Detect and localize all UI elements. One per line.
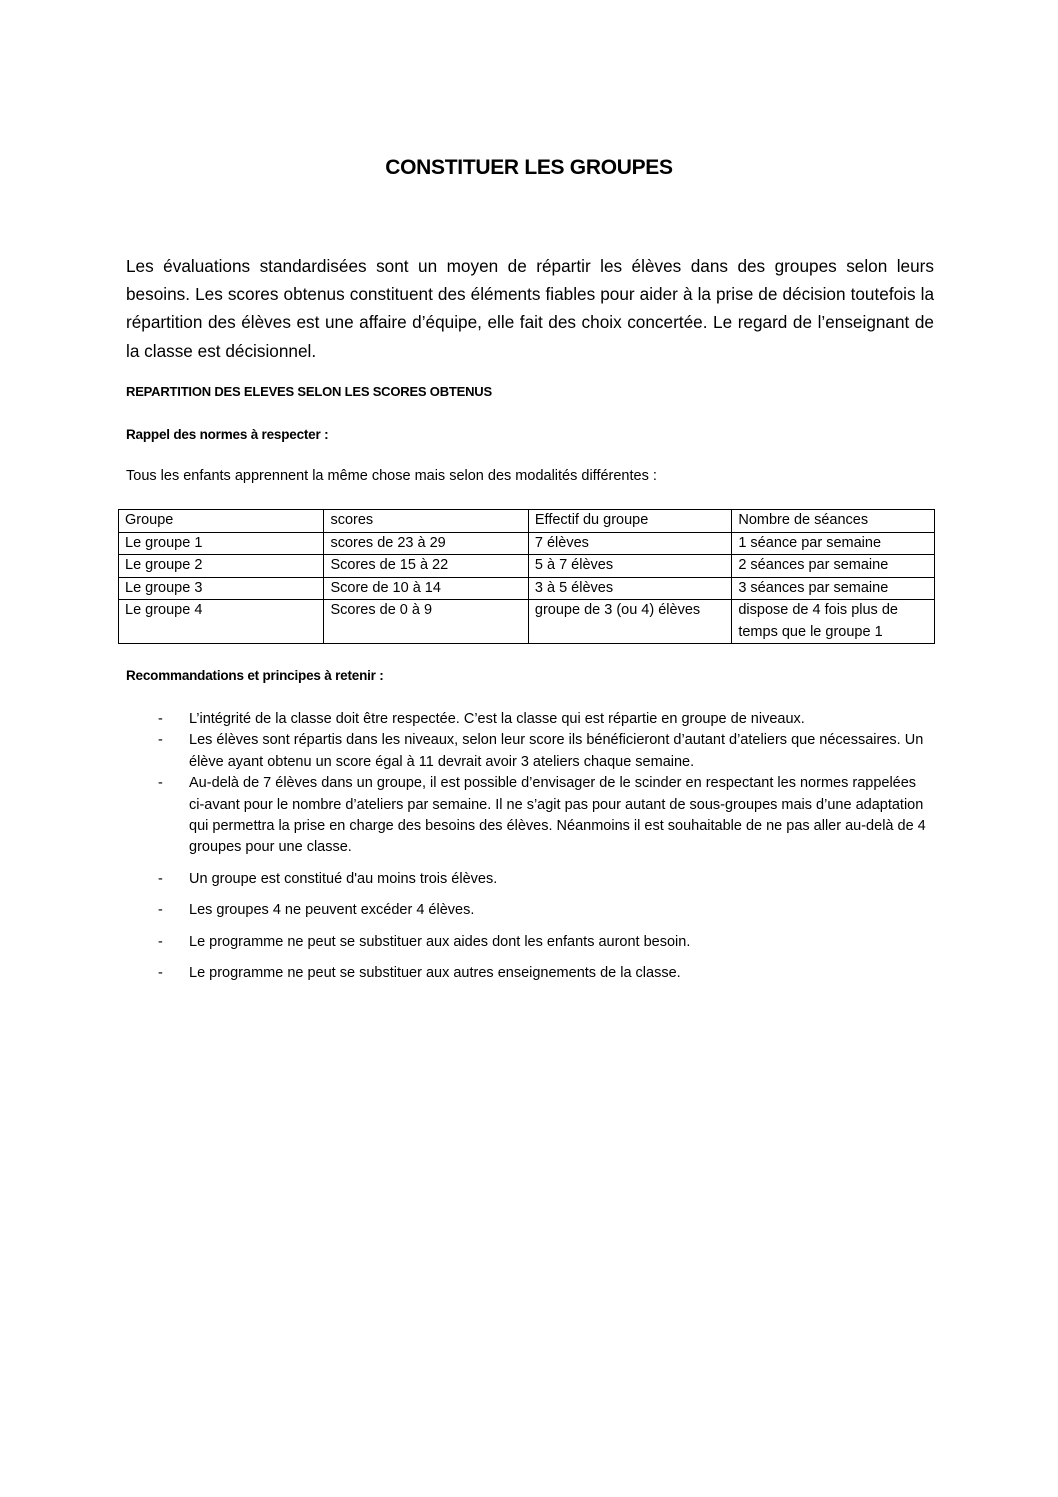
table-cell: groupe de 3 (ou 4) élèves bbox=[528, 600, 731, 644]
table-cell: Score de 10 à 14 bbox=[324, 577, 528, 600]
table-header-row bbox=[119, 510, 935, 533]
groups-table bbox=[118, 509, 935, 644]
bullet-dash: - bbox=[158, 711, 163, 727]
table-header-cell: Effectif du groupe bbox=[528, 510, 731, 533]
bullet-dash: - bbox=[158, 965, 163, 982]
table-cell: Scores de 0 à 9 bbox=[324, 600, 528, 644]
list-item bbox=[126, 963, 934, 984]
rappel-text: Tous les enfants apprennent la même chose mais selon des modalités différentes : bbox=[126, 468, 657, 484]
table-cell: Le groupe 1 bbox=[119, 532, 324, 555]
table-row bbox=[119, 555, 935, 578]
intro-paragraph: Les évaluations standardisées sont un moyen de répartir les élèves dans des groupes selon leurs besoins. Les scores obtenus constituent des éléments fiables pour aider à la prise de décision toutefois la répartition des élèves est une affaire d’équipe, elle fait des choix concertée. Le regard de l’enseignant de la classe est décisionnel. bbox=[126, 256, 934, 361]
table-cell: Le groupe 4 bbox=[119, 600, 324, 644]
table-cell: 2 séances par semaine bbox=[732, 555, 935, 578]
table-cell: Le groupe 2 bbox=[119, 555, 324, 578]
bullet-dash: - bbox=[158, 902, 163, 919]
rappel-heading: Rappel des normes à respecter : bbox=[126, 427, 329, 442]
table-cell: 7 élèves bbox=[528, 532, 731, 555]
bullet-dash: - bbox=[158, 732, 163, 749]
page-title: CONSTITUER LES GROUPES bbox=[385, 156, 673, 179]
reco-heading: Recommandations et principes à retenir : bbox=[126, 668, 384, 683]
table-header-cell: scores bbox=[324, 510, 528, 533]
table-row bbox=[119, 577, 935, 600]
list-item-text: Les élèves sont répartis dans les niveaux, selon leur score ils bénéficieront d’autant d’ateliers que nécessaires. Un élève ayant obtenu un score égal à 11 devrait avoir 3 ateliers chaque semaine. bbox=[189, 732, 924, 770]
bullet-dash: - bbox=[158, 775, 163, 792]
list-item bbox=[126, 730, 934, 773]
table-header-cell: Groupe bbox=[119, 510, 324, 533]
list-item bbox=[126, 773, 934, 859]
list-item-text: Le programme ne peut se substituer aux autres enseignements de la classe. bbox=[189, 965, 681, 982]
table-row bbox=[119, 532, 935, 555]
table-cell: 3 à 5 élèves bbox=[528, 577, 731, 600]
bullet-dash: - bbox=[158, 933, 163, 950]
list-item-text: Un groupe est constitué d'au moins trois élèves. bbox=[189, 870, 498, 887]
recommendations-list bbox=[126, 709, 934, 984]
list-item bbox=[126, 869, 934, 890]
section-heading: REPARTITION DES ELEVES SELON LES SCORES OBTENUS bbox=[126, 384, 492, 399]
table-cell: Scores de 15 à 22 bbox=[324, 555, 528, 578]
bullet-dash: - bbox=[158, 870, 163, 887]
table-cell: 5 à 7 élèves bbox=[528, 555, 731, 578]
list-item bbox=[126, 932, 934, 953]
table-cell: 3 séances par semaine bbox=[732, 577, 935, 600]
table-cell: scores de 23 à 29 bbox=[324, 532, 528, 555]
table-cell: dispose de 4 fois plus de temps que le groupe 1 bbox=[732, 600, 935, 644]
table-cell: 1 séance par semaine bbox=[732, 532, 935, 555]
list-item-text: L’intégrité de la classe doit être respectée. C’est la classe qui est répartie en groupe de niveaux. bbox=[189, 711, 805, 727]
table-header-cell: Nombre de séances bbox=[732, 510, 935, 533]
list-item-text: Les groupes 4 ne peuvent excéder 4 élèves. bbox=[189, 902, 475, 919]
list-item bbox=[126, 709, 934, 730]
list-item bbox=[126, 900, 934, 921]
table-row bbox=[119, 600, 935, 644]
table-cell: Le groupe 3 bbox=[119, 577, 324, 600]
list-item-text: Le programme ne peut se substituer aux aides dont les enfants auront besoin. bbox=[189, 933, 691, 950]
list-item-text: Au-delà de 7 élèves dans un groupe, il est possible d’envisager de le scinder en respectant les normes rappelées ci-avant pour le nombre d’ateliers par semaine. Il ne s’agit pas pour autant de sous-groupes mais d’une adaptation qui permettra la prise en charge des besoins des élèves. Néanmoins il est souhaitable de ne pas aller au-delà de 4 groupes pour une classe. bbox=[189, 775, 926, 856]
